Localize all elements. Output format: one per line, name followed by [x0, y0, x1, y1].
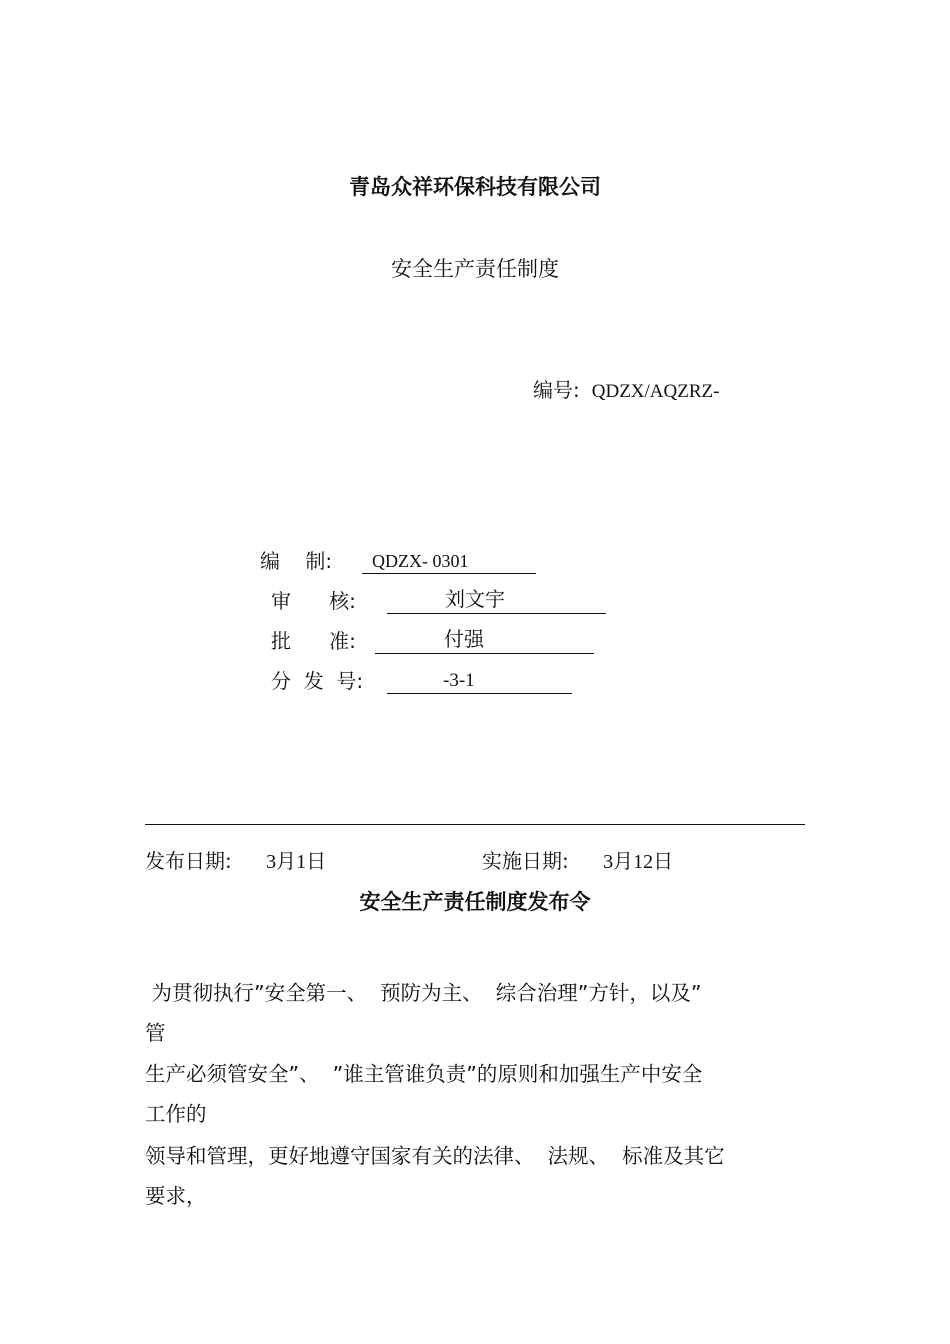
- document-number: [533, 374, 719, 403]
- signoff-row-compiled: [260, 545, 536, 574]
- body-line: 管: [145, 1021, 166, 1045]
- signoff-field: [375, 629, 594, 654]
- body-line: 领导和管理，更好地遵守国家有关的法律、 法规、 标准及其它: [145, 1144, 725, 1168]
- signoff-field: [387, 669, 572, 694]
- publish-date-label: 发布日期:: [145, 849, 232, 873]
- signoff-field: [362, 549, 536, 574]
- order-title: 安全生产责任制度发布令: [359, 890, 591, 914]
- signoff-value: 付强: [444, 627, 484, 651]
- effective-date-value: 3月12日: [603, 851, 674, 873]
- signoff-value: 刘文宇: [445, 587, 505, 611]
- signoff-row-approve: [271, 625, 594, 654]
- document-title: 安全生产责任制度: [391, 257, 559, 281]
- signoff-value: -3-1: [443, 670, 475, 691]
- signoff-value: QDZX- 0301: [372, 551, 469, 571]
- company-name: 青岛众祥环保科技有限公司: [349, 175, 601, 199]
- signoff-label: 审 核:: [271, 589, 356, 613]
- effective-date-label: 实施日期:: [482, 849, 569, 873]
- signoff-row-distribution: [271, 665, 572, 694]
- body-line: 生产必须管安全”、 ”谁主管谁负责”的原则和加强生产中安全: [145, 1062, 703, 1086]
- signoff-field: [387, 589, 606, 614]
- signoff-label: 批 准:: [271, 629, 356, 653]
- signoff-label: 编 制:: [260, 549, 333, 573]
- body-line: 要求，: [145, 1184, 207, 1208]
- document-number-value: QDZX/AQZRZ-: [591, 381, 720, 402]
- signoff-label: 分 发 号:: [271, 669, 364, 693]
- body-line: 为贯彻执行”安全第一、 预防为主、 综合治理”方针，以及”: [145, 981, 702, 1005]
- body-line: 工作的: [145, 1102, 207, 1126]
- document-number-label: 编号:: [533, 378, 580, 402]
- publish-date-value: 3月1日: [266, 851, 327, 873]
- publish-date: [145, 845, 326, 874]
- effective-date: [482, 845, 673, 874]
- signoff-row-review: [271, 585, 606, 614]
- horizontal-divider: [145, 824, 805, 825]
